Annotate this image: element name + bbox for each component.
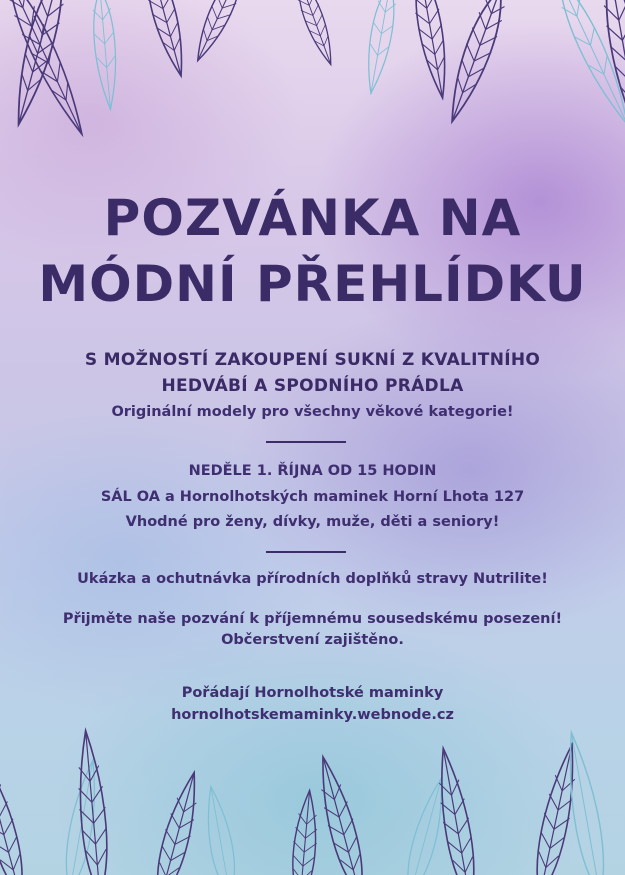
tasting-info: Ukázka a ochutnávka přírodních doplňků stravy Nutrilite! [77,571,548,587]
poster-title-line-1: POZVÁNKA NA [103,189,522,247]
subtitle-line-3: Originální modely pro všechny věkové kategorie! [111,404,514,420]
organizer-name: Pořádají Hornolhotské maminky [181,685,444,701]
leaves-bottom-decoration [0,715,625,875]
event-audience: Vhodné pro ženy, dívky, muže, děti a seniory! [125,514,500,530]
invite-line-1: Přijměte naše pozvání k příjemnému sousedskému posezení! [62,611,563,627]
invite-line-2: Občerstvení zajištěno. [221,632,404,648]
divider-top [266,441,346,443]
subtitle-line-1: S MOŽNOSTÍ ZAKOUPENÍ SUKNÍ Z KVALITNÍHO [84,350,541,370]
poster-title-line-2: MÓDNÍ PŘEHLÍDKU [38,255,587,313]
divider-bottom [266,551,346,553]
event-date: NEDĚLE 1. ŘÍJNA OD 15 HODIN [188,463,437,479]
leaves-top-decoration [0,0,625,175]
event-venue: SÁL OA a Hornolhotských maminek Horní Lhota 127 [100,489,525,505]
organizer-website: hornolhotskemaminky.webnode.cz [171,707,454,723]
subtitle-line-2: HEDVÁBÍ A SPODNÍHO PRÁDLA [161,376,464,396]
